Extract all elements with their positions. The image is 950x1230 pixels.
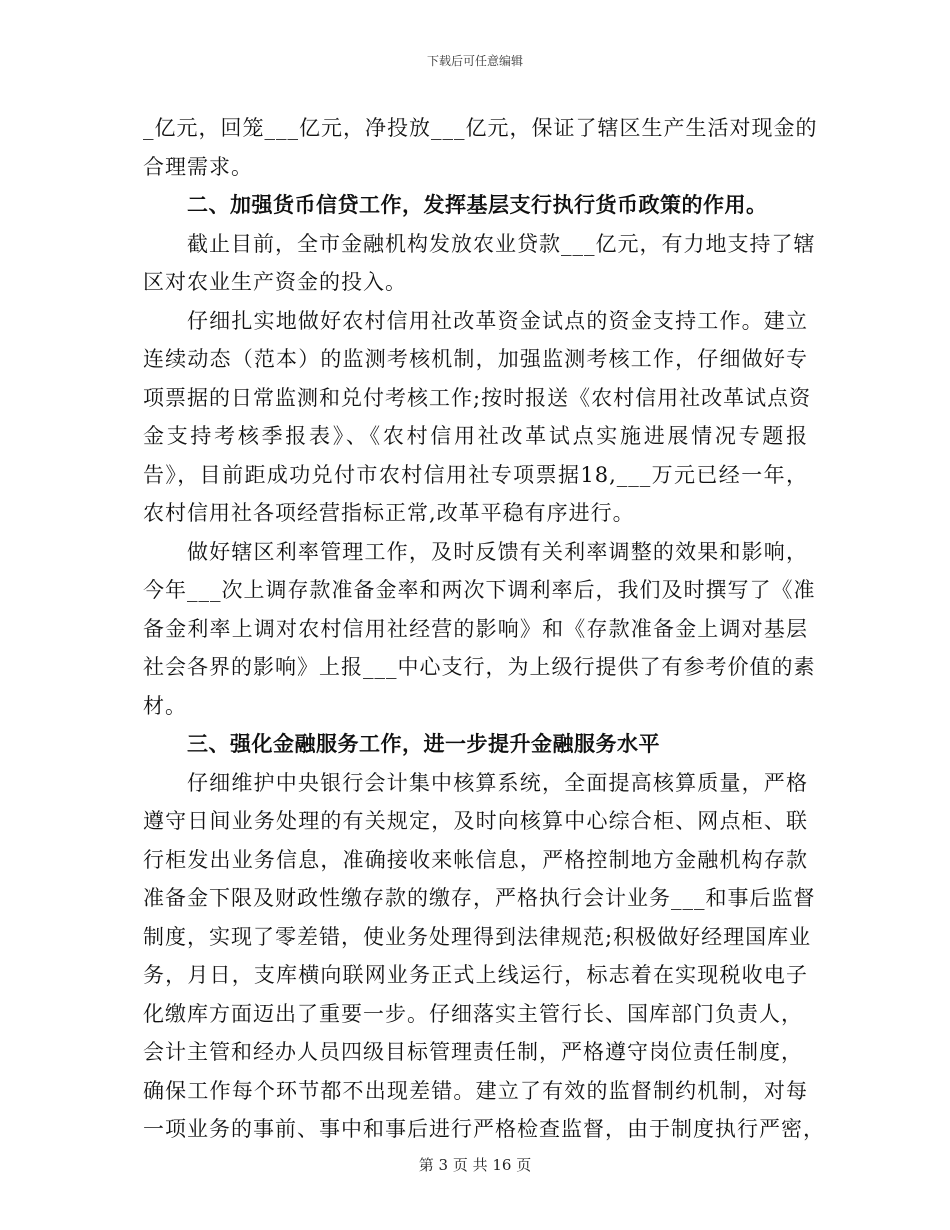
text-line: 仔细扎实地做好农村信用社改革资金试点的资金支持工作。建立 [187, 308, 808, 333]
section-heading: 二、加强货币信贷工作，发挥基层支行执行货币政策的作用。 [187, 192, 768, 217]
text-line: 合理需求。 [143, 154, 253, 179]
text-line: 告》，目前距成功兑付市农村信用社专项票据18,___万元已经一年， [143, 462, 808, 487]
text-line: 材。 [143, 693, 187, 718]
text-line: 金支持考核季报表》、《农村信用社改革试点实施进展情况专题报 [143, 424, 808, 448]
text-line: 连续动态（范本）的监测考核机制，加强监测考核工作，仔细做好专 [143, 347, 808, 371]
page-header: 下载后可任意编辑 [426, 54, 523, 68]
text-line: 一项业务的事前、事中和事后进行严格检查监督，由于制度执行严密， [143, 1117, 825, 1141]
text-line: 化缴库方面迈出了重要一步。仔细落实主管行长、国库部门负责人， [143, 1001, 803, 1026]
text-line: 准备金下限及财政性缴存款的缴存，严格执行会计业务___和事后监督 [143, 886, 816, 910]
text-line: 行柜发出业务信息，准确接收来帐信息，严格控制地方金融机构存款 [143, 847, 808, 872]
text-line: 遵守日间业务处理的有关规定，及时向核算中心综合柜、网点柜、联 [143, 809, 808, 833]
page-number: 第 3 页 共 16 页 [418, 1156, 532, 1174]
text-line: 截止目前，全市金融机构发放农业贷款___亿元，有力地支持了辖 [187, 231, 816, 256]
text-line: 农村信用社各项经营指标正常,改革平稳有序进行。 [143, 501, 635, 525]
text-line: 区对农业生产资金的投入。 [143, 270, 407, 294]
text-line: 务，月日，支库横向联网业务正式上线运行，标志着在实现税收电子 [143, 963, 808, 987]
text-line: 项票据的日常监测和兑付考核工作;按时报送《农村信用社改革试点资 [143, 385, 812, 410]
text-line: 备金利率上调对农村信用社经营的影响》和《存款准备金上调对基层 [143, 616, 808, 641]
text-line: 社会各界的影响》上报___中心支行，为上级行提供了有参考价值的素 [143, 655, 816, 679]
section-heading: 三、强化金融服务工作，进一步提升金融服务水平 [187, 731, 660, 756]
document-body [143, 109, 825, 1149]
text-line: 确保工作每个环节都不出现差错。建立了有效的监督制约机制，对每 [143, 1078, 808, 1103]
text-line: 会计主管和经办人员四级目标管理责任制，严格遵守岗位责任制度， [143, 1040, 803, 1064]
text-line: _亿元，回笼___亿元，净投放___亿元，保证了辖区生产生活对现金的 [143, 116, 818, 140]
text-line: 仔细维护中央银行会计集中核算系统，全面提高核算质量，严格 [187, 770, 808, 795]
text-line: 今年___次上调存款准备金率和两次下调利率后，我们及时撰写了《准 [143, 578, 816, 602]
text-line: 做好辖区利率管理工作，及时反馈有关利率调整的效果和影响， [187, 539, 808, 564]
text-line: 制度，实现了零差错，使业务处理得到法律规范;积极做好经理国库业 [143, 924, 812, 949]
